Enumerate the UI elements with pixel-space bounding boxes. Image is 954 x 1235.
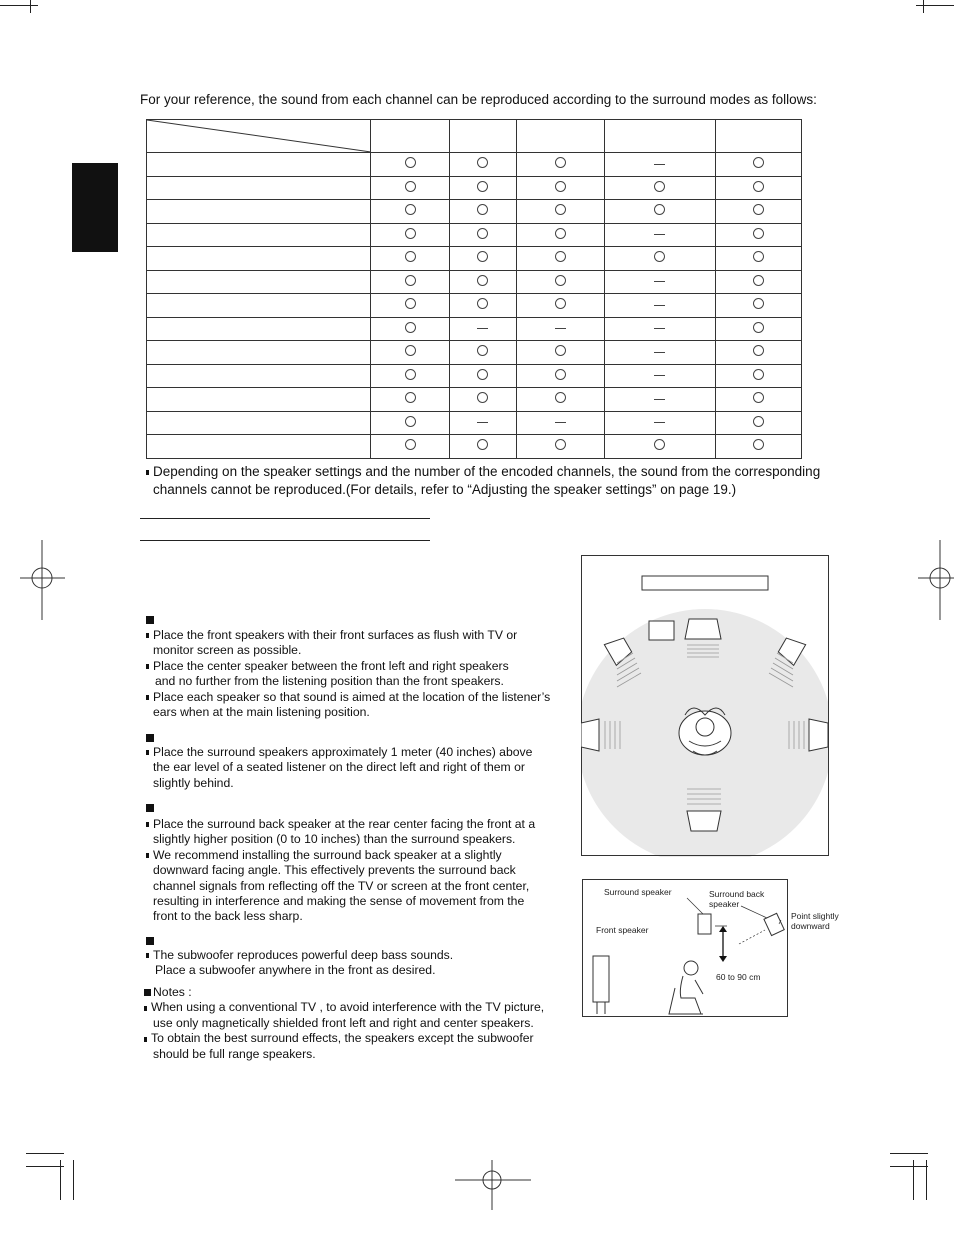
side-view-diagram <box>582 879 788 1017</box>
table-corner-cell <box>147 120 371 153</box>
dash-icon <box>555 328 566 329</box>
channel-available-cell <box>516 364 604 388</box>
table-row <box>147 317 802 341</box>
circle-icon <box>555 345 566 356</box>
registration-mark-left <box>20 540 70 620</box>
circle-icon <box>753 298 764 309</box>
circle-icon <box>555 204 566 215</box>
circle-icon <box>477 345 488 356</box>
header-cell <box>516 120 604 153</box>
circle-icon <box>477 181 488 192</box>
circle-icon <box>555 369 566 380</box>
table-row <box>147 270 802 294</box>
channel-available-cell <box>371 411 450 435</box>
circle-icon <box>555 181 566 192</box>
channel-available-cell <box>516 153 604 177</box>
circle-icon <box>753 345 764 356</box>
dash-icon <box>654 399 665 400</box>
circle-icon <box>654 181 665 192</box>
table-row <box>147 364 802 388</box>
row-label-cell <box>147 223 371 247</box>
header-cell <box>604 120 716 153</box>
channel-available-cell <box>516 247 604 271</box>
label-surround-back <box>709 889 764 909</box>
channel-available-cell <box>371 247 450 271</box>
crop-mark <box>916 5 954 6</box>
circle-icon <box>555 439 566 450</box>
channel-available-cell <box>371 294 450 318</box>
channel-available-cell <box>371 153 450 177</box>
crop-mark <box>60 1160 61 1200</box>
table-row <box>147 200 802 224</box>
channel-note <box>146 463 820 499</box>
table-row <box>147 294 802 318</box>
section-marker-surround <box>146 734 154 742</box>
channel-available-cell <box>371 270 450 294</box>
channel-unavailable-cell <box>604 341 716 365</box>
circle-icon <box>555 157 566 168</box>
table-row <box>147 153 802 177</box>
crop-mark <box>923 0 924 13</box>
dash-icon <box>654 281 665 282</box>
channel-unavailable-cell <box>604 388 716 412</box>
channel-available-cell <box>371 223 450 247</box>
row-label-cell <box>147 388 371 412</box>
circle-icon <box>477 204 488 215</box>
diagonal-line <box>147 120 371 152</box>
circle-icon <box>654 204 665 215</box>
dash-icon <box>654 305 665 306</box>
channel-available-cell <box>371 435 450 459</box>
label-surround-back-line1: Surround back <box>709 889 765 899</box>
label-point-down <box>791 911 839 931</box>
table-row <box>147 411 802 435</box>
circle-icon <box>654 439 665 450</box>
channel-available-cell <box>450 270 517 294</box>
channel-available-cell <box>450 435 517 459</box>
surround-back-line: slightly higher position (0 to 10 inches) than the surround speakers. <box>153 832 516 847</box>
row-label-cell <box>147 435 371 459</box>
channel-available-cell <box>716 294 802 318</box>
registration-mark-right <box>910 540 954 620</box>
section-marker-subwoofer <box>146 937 154 945</box>
channel-available-cell <box>450 153 517 177</box>
circle-icon <box>405 345 416 356</box>
circle-icon <box>555 298 566 309</box>
surround-back-section <box>146 817 535 925</box>
circle-icon <box>477 392 488 403</box>
notes-line: should be full range speakers. <box>153 1046 316 1061</box>
speaker-layout-diagram <box>581 555 829 857</box>
circle-icon <box>555 392 566 403</box>
dash-icon <box>654 164 665 165</box>
circle-icon <box>555 251 566 262</box>
table-row <box>147 176 802 200</box>
circle-icon <box>753 392 764 403</box>
channel-available-cell <box>716 247 802 271</box>
surround-mode-table <box>146 119 802 459</box>
dash-icon <box>477 328 488 329</box>
circle-icon <box>405 416 416 427</box>
channel-available-cell <box>450 364 517 388</box>
circle-icon <box>477 275 488 286</box>
row-label-cell <box>147 247 371 271</box>
circle-icon <box>405 298 416 309</box>
channel-available-cell <box>371 364 450 388</box>
circle-icon <box>654 251 665 262</box>
channel-available-cell <box>716 364 802 388</box>
row-label-cell <box>147 341 371 365</box>
subwoofer-section <box>146 948 453 979</box>
subwoofer-line: The subwoofer reproduces powerful deep bass sounds. <box>153 948 454 962</box>
channel-unavailable-cell <box>450 317 517 341</box>
surround-back-line: We recommend installing the surround back speaker at a slightly <box>153 847 502 862</box>
row-label-cell <box>147 153 371 177</box>
header-cell <box>450 120 517 153</box>
label-surround-speaker: Surround speaker <box>604 887 672 897</box>
heading-rule <box>140 518 430 519</box>
circle-icon <box>753 275 764 286</box>
circle-icon <box>753 369 764 380</box>
channel-unavailable-cell <box>450 411 517 435</box>
dash-icon <box>654 234 665 235</box>
channel-available-cell <box>604 200 716 224</box>
section-marker-front <box>146 616 154 624</box>
channel-available-cell <box>450 294 517 318</box>
table-row <box>147 223 802 247</box>
circle-icon <box>405 157 416 168</box>
channel-unavailable-cell <box>516 411 604 435</box>
channel-available-cell <box>371 388 450 412</box>
channel-available-cell <box>716 200 802 224</box>
front-line: Place the front speakers with their front surfaces as flush with TV or <box>153 628 518 642</box>
circle-icon <box>555 275 566 286</box>
channel-unavailable-cell <box>516 317 604 341</box>
circle-icon <box>753 157 764 168</box>
circle-icon <box>405 275 416 286</box>
surround-speaker-section <box>146 745 532 791</box>
circle-icon <box>477 298 488 309</box>
channel-available-cell <box>450 341 517 365</box>
channel-unavailable-cell <box>604 317 716 341</box>
channel-available-cell <box>450 200 517 224</box>
channel-available-cell <box>716 388 802 412</box>
crop-mark <box>890 1166 928 1167</box>
circle-icon <box>753 251 764 262</box>
surround-back-line: channel signals from reflecting off the TV or screen at the front center, <box>153 878 530 893</box>
circle-icon <box>555 228 566 239</box>
circle-icon <box>405 251 416 262</box>
channel-available-cell <box>716 223 802 247</box>
channel-unavailable-cell <box>604 270 716 294</box>
channel-available-cell <box>716 341 802 365</box>
notes-line: To obtain the best surround effects, the speakers except the subwoofer <box>151 1031 534 1046</box>
intro-text: For your reference, the sound from each channel can be reproduced according to the surround modes as follows: <box>140 92 817 107</box>
surround-line: slightly behind. <box>153 775 234 790</box>
surround-back-line: downward facing angle. This effectively prevents the surround back <box>153 863 516 878</box>
crop-mark <box>0 5 38 6</box>
row-label-cell <box>147 176 371 200</box>
header-cell <box>716 120 802 153</box>
dash-icon <box>654 328 665 329</box>
circle-icon <box>405 204 416 215</box>
heading-rule <box>140 540 430 541</box>
channel-available-cell <box>716 270 802 294</box>
label-point-down-line2: downward <box>791 921 830 931</box>
notes-line: When using a conventional TV , to avoid interference with the TV picture, <box>151 1000 545 1015</box>
channel-unavailable-cell <box>604 294 716 318</box>
channel-available-cell <box>604 247 716 271</box>
row-label-cell <box>147 270 371 294</box>
crop-mark <box>26 1153 64 1154</box>
surround-line: the ear level of a seated listener on the direct left and right of them or <box>153 760 525 775</box>
channel-available-cell <box>716 176 802 200</box>
channel-unavailable-cell <box>604 153 716 177</box>
subwoofer-line: Place a subwoofer anywhere in the front as desired. <box>155 963 436 978</box>
channel-available-cell <box>716 411 802 435</box>
row-label-cell <box>147 200 371 224</box>
table-row <box>147 341 802 365</box>
surround-back-line: Place the surround back speaker at the rear center facing the front at a <box>153 817 536 831</box>
table-row <box>147 435 802 459</box>
row-label-cell <box>147 411 371 435</box>
channel-available-cell <box>716 153 802 177</box>
table-row <box>147 247 802 271</box>
channel-available-cell <box>516 341 604 365</box>
channel-available-cell <box>450 223 517 247</box>
dash-icon <box>654 352 665 353</box>
front-line: Place the center speaker between the front left and right speakers <box>153 658 509 673</box>
circle-icon <box>477 439 488 450</box>
side-tab <box>72 163 118 252</box>
table-header-row <box>147 120 802 153</box>
registration-mark-bottom <box>455 1160 531 1210</box>
circle-icon <box>477 228 488 239</box>
channel-available-cell <box>371 317 450 341</box>
row-label-cell <box>147 364 371 388</box>
circle-icon <box>405 369 416 380</box>
channel-available-cell <box>516 176 604 200</box>
channel-available-cell <box>604 435 716 459</box>
channel-unavailable-cell <box>604 223 716 247</box>
channel-available-cell <box>371 176 450 200</box>
circle-icon <box>405 228 416 239</box>
channel-available-cell <box>450 247 517 271</box>
crop-mark <box>913 1160 914 1200</box>
channel-note-line2: channels cannot be reproduced.(For details, refer to “Adjusting the speaker settings” on page 19.) <box>153 482 737 497</box>
channel-available-cell <box>450 388 517 412</box>
circle-icon <box>405 181 416 192</box>
channel-available-cell <box>516 294 604 318</box>
channel-available-cell <box>604 176 716 200</box>
channel-available-cell <box>716 317 802 341</box>
circle-icon <box>477 251 488 262</box>
circle-icon <box>753 416 764 427</box>
channel-available-cell <box>716 435 802 459</box>
channel-available-cell <box>371 341 450 365</box>
row-label-cell <box>147 317 371 341</box>
label-point-down-line1: Point slightly <box>791 911 839 921</box>
dash-icon <box>654 375 665 376</box>
crop-mark <box>890 1153 928 1154</box>
crop-mark <box>73 1160 74 1200</box>
channel-note-line1: Depending on the speaker settings and the number of the encoded channels, the sound from the corresponding <box>153 464 821 479</box>
circle-icon <box>405 322 416 333</box>
circle-icon <box>753 204 764 215</box>
crop-mark <box>26 1166 64 1167</box>
channel-available-cell <box>516 200 604 224</box>
circle-icon <box>477 369 488 380</box>
channel-available-cell <box>450 176 517 200</box>
channel-available-cell <box>516 270 604 294</box>
surround-line: Place the surround speakers approximately 1 meter (40 inches) above <box>153 745 533 759</box>
channel-unavailable-cell <box>604 411 716 435</box>
label-surround-back-line2: speaker <box>709 899 740 909</box>
label-front-speaker: Front speaker <box>596 925 649 935</box>
dash-icon <box>555 422 566 423</box>
channel-unavailable-cell <box>604 364 716 388</box>
front-line: monitor screen as possible. <box>153 643 302 658</box>
section-marker-surround-back <box>146 804 154 812</box>
circle-icon <box>405 392 416 403</box>
table-row <box>147 388 802 412</box>
circle-icon <box>753 322 764 333</box>
notes-section <box>144 985 544 1062</box>
front-speaker-section <box>146 628 550 720</box>
notes-line: use only magnetically shielded front left and right and center speakers. <box>153 1015 534 1030</box>
circle-icon <box>753 439 764 450</box>
channel-available-cell <box>516 388 604 412</box>
circle-icon <box>753 181 764 192</box>
circle-icon <box>753 228 764 239</box>
crop-mark <box>926 1160 927 1200</box>
surround-back-line: front to the back less sharp. <box>153 909 303 924</box>
dash-icon <box>654 422 665 423</box>
crop-mark <box>30 0 31 13</box>
label-height: 60 to 90 cm <box>716 972 761 982</box>
dash-icon <box>477 422 488 423</box>
header-cell <box>371 120 450 153</box>
front-line: ears when at the main listening position. <box>153 705 370 720</box>
surround-back-line: resulting in interference and making the sense of movement from the <box>153 894 525 909</box>
circle-icon <box>477 157 488 168</box>
channel-available-cell <box>371 200 450 224</box>
channel-available-cell <box>516 435 604 459</box>
front-line: Place each speaker so that sound is aimed at the location of the listener’s <box>153 689 551 704</box>
circle-icon <box>405 439 416 450</box>
row-label-cell <box>147 294 371 318</box>
notes-title: Notes : <box>153 985 192 999</box>
channel-available-cell <box>516 223 604 247</box>
front-line: and no further from the listening position than the front speakers. <box>155 674 504 689</box>
